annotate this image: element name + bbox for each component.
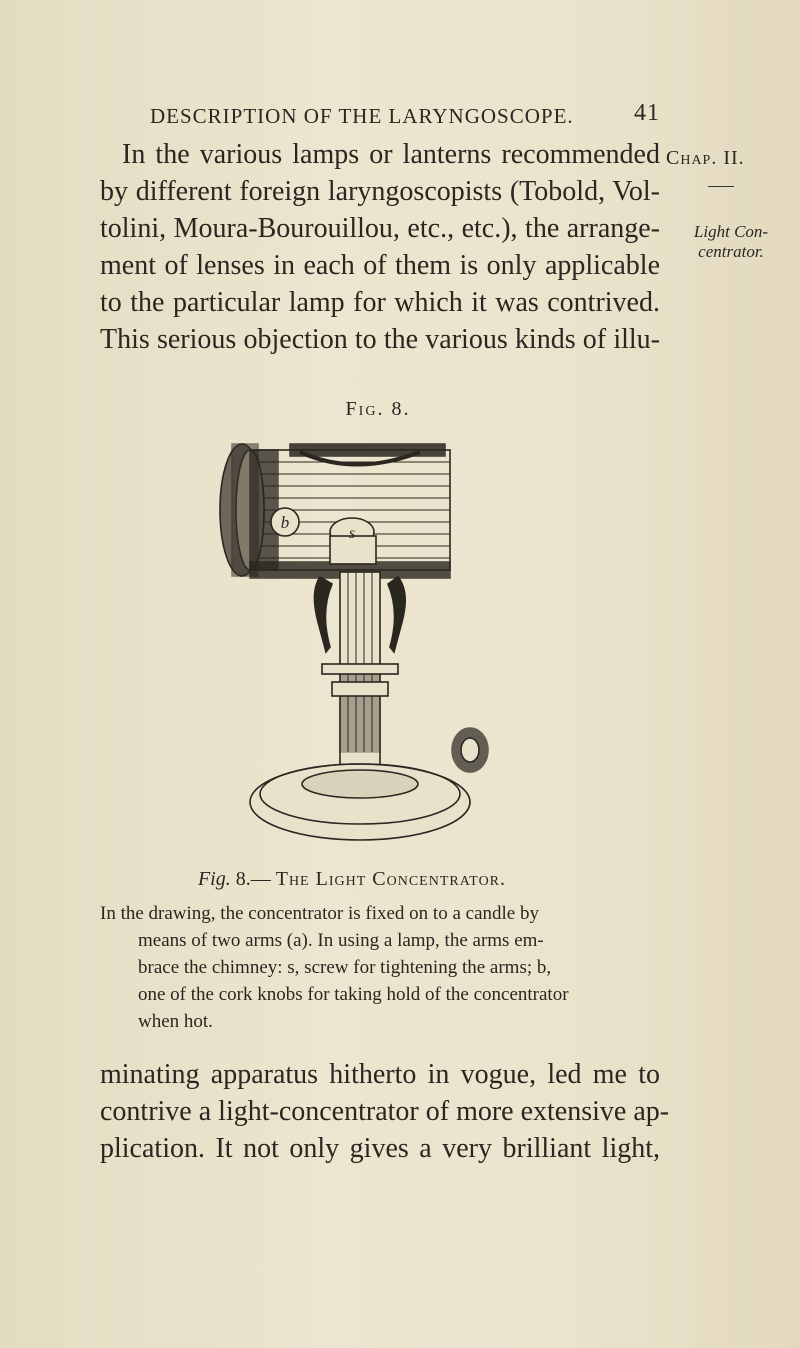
page-number: 41 [634, 100, 660, 126]
text-line: by different foreign laryngoscopists (Tobold, Vol- [100, 176, 660, 207]
text-line: ment of lenses in each of them is only applicable [100, 250, 660, 281]
legend-line: when hot. [138, 1011, 213, 1032]
figure-label [0, 398, 800, 421]
text-line: This serious objection to the various kinds of illu- [100, 324, 660, 355]
running-head-title: DESCRIPTION OF THE LARYNGOSCOPE. [150, 104, 574, 128]
figure-letter-b: b [280, 513, 290, 532]
text-line: In the various lamps or lanterns recommended [122, 139, 660, 170]
text-line: contrive a light-concentrator of more extensive ap- [100, 1096, 670, 1127]
caption-number: 8.— [235, 868, 271, 890]
figure-number: Fig. 8. [345, 398, 411, 420]
paragraph-1 [100, 136, 660, 358]
text-line: tolini, Moura-Bourouillou, etc., etc.), the arrange- [100, 213, 660, 244]
chapter-rule [708, 186, 734, 187]
figure-legend [100, 900, 660, 1035]
legend-line: brace the chimney: s, screw for tightening the arms; b, [138, 957, 552, 978]
sidenote-line-1: Light Con- [693, 222, 769, 241]
sidenote-line-2: centrator. [698, 242, 764, 261]
figure-caption [0, 868, 800, 891]
figure-letter-s: s [348, 525, 356, 542]
text-line: plication. It not only gives a very brilliant light, [100, 1133, 660, 1164]
legend-line: one of the cork knobs for taking hold of the concentrator [138, 984, 569, 1005]
paragraph-2 [100, 1056, 670, 1167]
caption-title: The Light Concentrator. [275, 868, 507, 890]
text-line: minating apparatus hitherto in vogue, led me to [100, 1059, 660, 1090]
marginal-sidenote [666, 222, 796, 262]
legend-line: In the drawing, the concentrator is fixed on to a candle by [100, 903, 539, 924]
light-concentrator-illustration [190, 432, 530, 852]
chapter-marker: Chap. II. [666, 147, 745, 169]
caption-fig: Fig. [197, 868, 231, 890]
text-line: to the particular lamp for which it was contrived. [100, 287, 660, 318]
legend-line: means of two arms (a). In using a lamp, the arms em- [138, 930, 544, 951]
